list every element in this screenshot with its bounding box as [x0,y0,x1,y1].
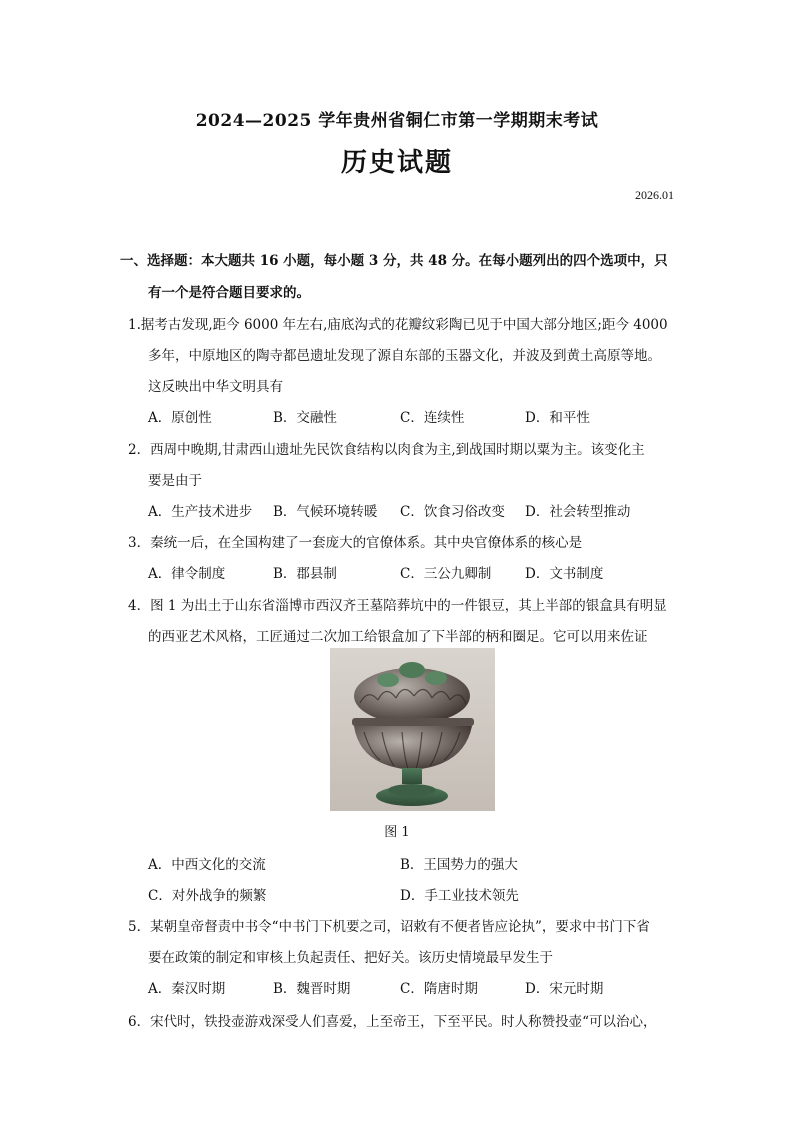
q1-option-c: C．连续性 [400,410,465,426]
figure-caption: 图 1 [384,825,410,840]
q1-stem-line2: 多年，中原地区的陶寺都邑遗址发现了源自东部的玉器文化，并波及到黄土高原等地。 [148,348,661,364]
q3-stem-line1: 3．秦统一后，在全国构建了一套庞大的官僚体系。其中央官僚体系的核心是 [128,535,583,551]
q4-option-b: B．王国势力的强大 [400,857,518,873]
q5-stem-line1: 5．某朝皇帝督责中书令“中书门下机要之司，诏敕有不便者皆应论执”，要求中书门下省 [128,919,650,935]
q4-stem-line1: 4．图 1 为出土于山东省淄博市西汉齐王墓陪葬坑中的一件银豆，其上半部的银盒具有明显 [128,598,667,614]
subject-title: 历史试题 [340,148,453,178]
q3-option-a: A．律令制度 [148,566,226,582]
silver-dou-figure [330,648,495,811]
q5-option-d: D．宋元时期 [525,981,604,997]
exam-date: 2026.01 [635,188,674,202]
section-instruction-line2: 有一个是符合题目要求的。 [148,285,310,301]
q4-option-d: D．手工业技术领先 [400,888,519,904]
q2-stem-line1: 2．西周中晚期,甘肃西山遗址先民饮食结构以肉食为主,到战国时期以粟为主。该变化主 [128,442,645,458]
q1-option-b: B．交融性 [273,410,337,426]
q2-option-c: C．饮食习俗改变 [400,504,505,520]
q5-option-c: C．隋唐时期 [400,981,478,997]
exam-title: 2024—2025 学年贵州省铜仁市第一学期期末考试 [195,111,599,131]
q1-option-a: A．原创性 [148,410,212,426]
q1-stem-line1: 1.据考古发现,距今 6000 年左右,庙底沟式的花瓣纹彩陶已见于中国大部分地区;距今 4000 [128,317,668,333]
q6-stem-line1: 6．宋代时，铁投壶游戏深受人们喜爱，上至帝王，下至平民。时人称赞投壶“可以治心， [128,1014,657,1030]
q5-option-b: B．魏晋时期 [273,981,351,997]
q5-stem-line2: 要在政策的制定和审核上负起责任、把好关。该历史情境最早发生于 [148,950,553,966]
q2-option-d: D．社会转型推动 [525,504,631,520]
q3-option-b: B．郡县制 [273,566,337,582]
q3-option-c: C．三公九卿制 [400,566,492,582]
q1-stem-line3: 这反映出中华文明具有 [148,379,283,395]
q5-option-a: A．秦汉时期 [148,981,226,997]
q2-option-a: A．生产技术进步 [148,504,253,520]
q4-option-c: C．对外战争的频繁 [148,888,267,904]
q2-stem-line2: 要是由于 [148,473,202,489]
q1-option-d: D．和平性 [525,410,590,426]
section-instruction-line1: 一、选择题：本大题共 16 小题，每小题 3 分，共 48 分。在每小题列出的四个选项中，只 [120,253,668,269]
q4-option-a: A．中西文化的交流 [148,857,266,873]
q2-option-b: B．气候环境转暖 [273,504,378,520]
q4-stem-line2: 的西亚艺术风格，工匠通过二次加工给银盒加了下半部的柄和圈足。它可以用来佐证 [148,629,648,645]
q3-option-d: D．文书制度 [525,566,604,582]
